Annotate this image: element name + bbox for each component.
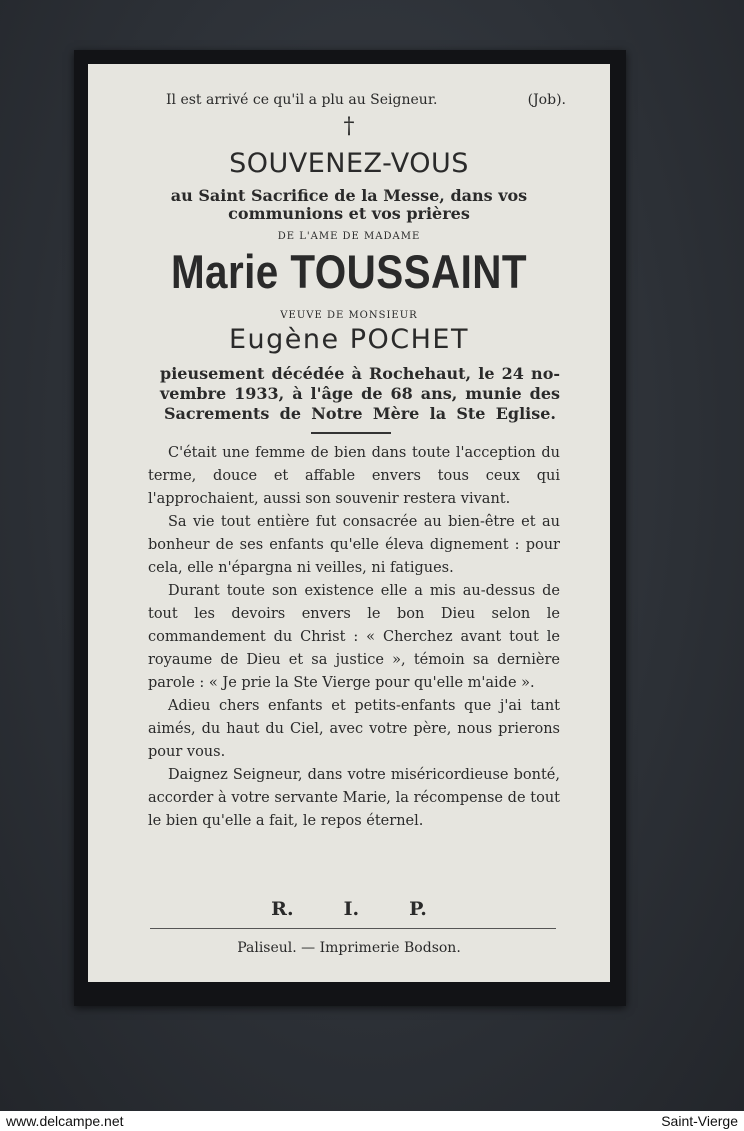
rip-i: I. bbox=[343, 898, 360, 920]
paragraph: Durant toute son existence elle a mis au-dessus de tout les devoirs envers le bon Dieu selon le commandement du Christ : « Cherchez avant tout le royaume de Dieu et sa justice », témoin sa dernière parole : « Je prie la Ste Vierge pour qu'elle m'aide ». bbox=[148, 583, 560, 691]
memorial-card bbox=[88, 64, 610, 982]
paragraph: Daignez Seigneur, dans votre miséricordieuse bonté, accorder à votre servante Marie, la récompense de tout le bien qu'elle a fait, le repos éternel. bbox=[148, 767, 560, 829]
rip-r: R. bbox=[271, 898, 294, 920]
epigraph-source: (Job). bbox=[527, 92, 566, 108]
epigraph-text: Il est arrivé ce qu'il a plu au Seigneur. bbox=[166, 92, 438, 108]
bottom-divider bbox=[150, 928, 556, 929]
eulogy-text bbox=[148, 442, 560, 833]
deceased-line-1: pieusement décédée à Rochehaut, le 24 no- bbox=[160, 364, 560, 383]
epigraph bbox=[166, 92, 566, 108]
husband-name: Eugène POCHET bbox=[229, 324, 469, 355]
watermark-bar bbox=[0, 1111, 744, 1131]
sacrifice-line-1: au Saint Sacrifice de la Messe, dans vos bbox=[170, 186, 528, 205]
printer-credit: Paliseul. — Imprimerie Bodson. bbox=[237, 940, 461, 956]
cross-icon: † bbox=[343, 114, 355, 139]
deceased-line-2: vembre 1933, à l'âge de 68 ans, munie des bbox=[160, 384, 560, 403]
paragraph: Sa vie tout entière fut consacrée au bien-être et au bonheur de ses enfants qu'elle éleva dignement : pour cela, elle n'épargna ni veilles, ni fatigues. bbox=[148, 514, 560, 576]
sacrifice-line-2: communions et vos prières bbox=[228, 204, 470, 223]
heading: SOUVENEZ-VOUS bbox=[229, 148, 469, 179]
paragraph: Adieu chers enfants et petits-enfants que j'ai tant aimés, du haut du Ciel, avec votre père, nous prierons pour vous. bbox=[148, 698, 560, 760]
rip-p: P. bbox=[409, 898, 427, 920]
watermark-seller: Saint-Vierge bbox=[661, 1113, 738, 1129]
ame-label: DE L'AME DE MADAME bbox=[277, 231, 421, 242]
divider bbox=[311, 432, 391, 434]
rip bbox=[88, 898, 610, 920]
deceased-line-3: Sacrements de Notre Mère la Ste Eglise. bbox=[164, 404, 556, 423]
watermark-site[interactable]: www.delcampe.net bbox=[6, 1113, 124, 1129]
veuve-label: VEUVE DE MONSIEUR bbox=[280, 310, 418, 321]
paragraph: C'était une femme de bien dans toute l'acception du terme, douce et affable envers tous ceux qui l'approchaient, aussi son souvenir restera vivant. bbox=[148, 445, 560, 507]
deceased-name: Marie TOUSSAINT bbox=[170, 245, 528, 298]
